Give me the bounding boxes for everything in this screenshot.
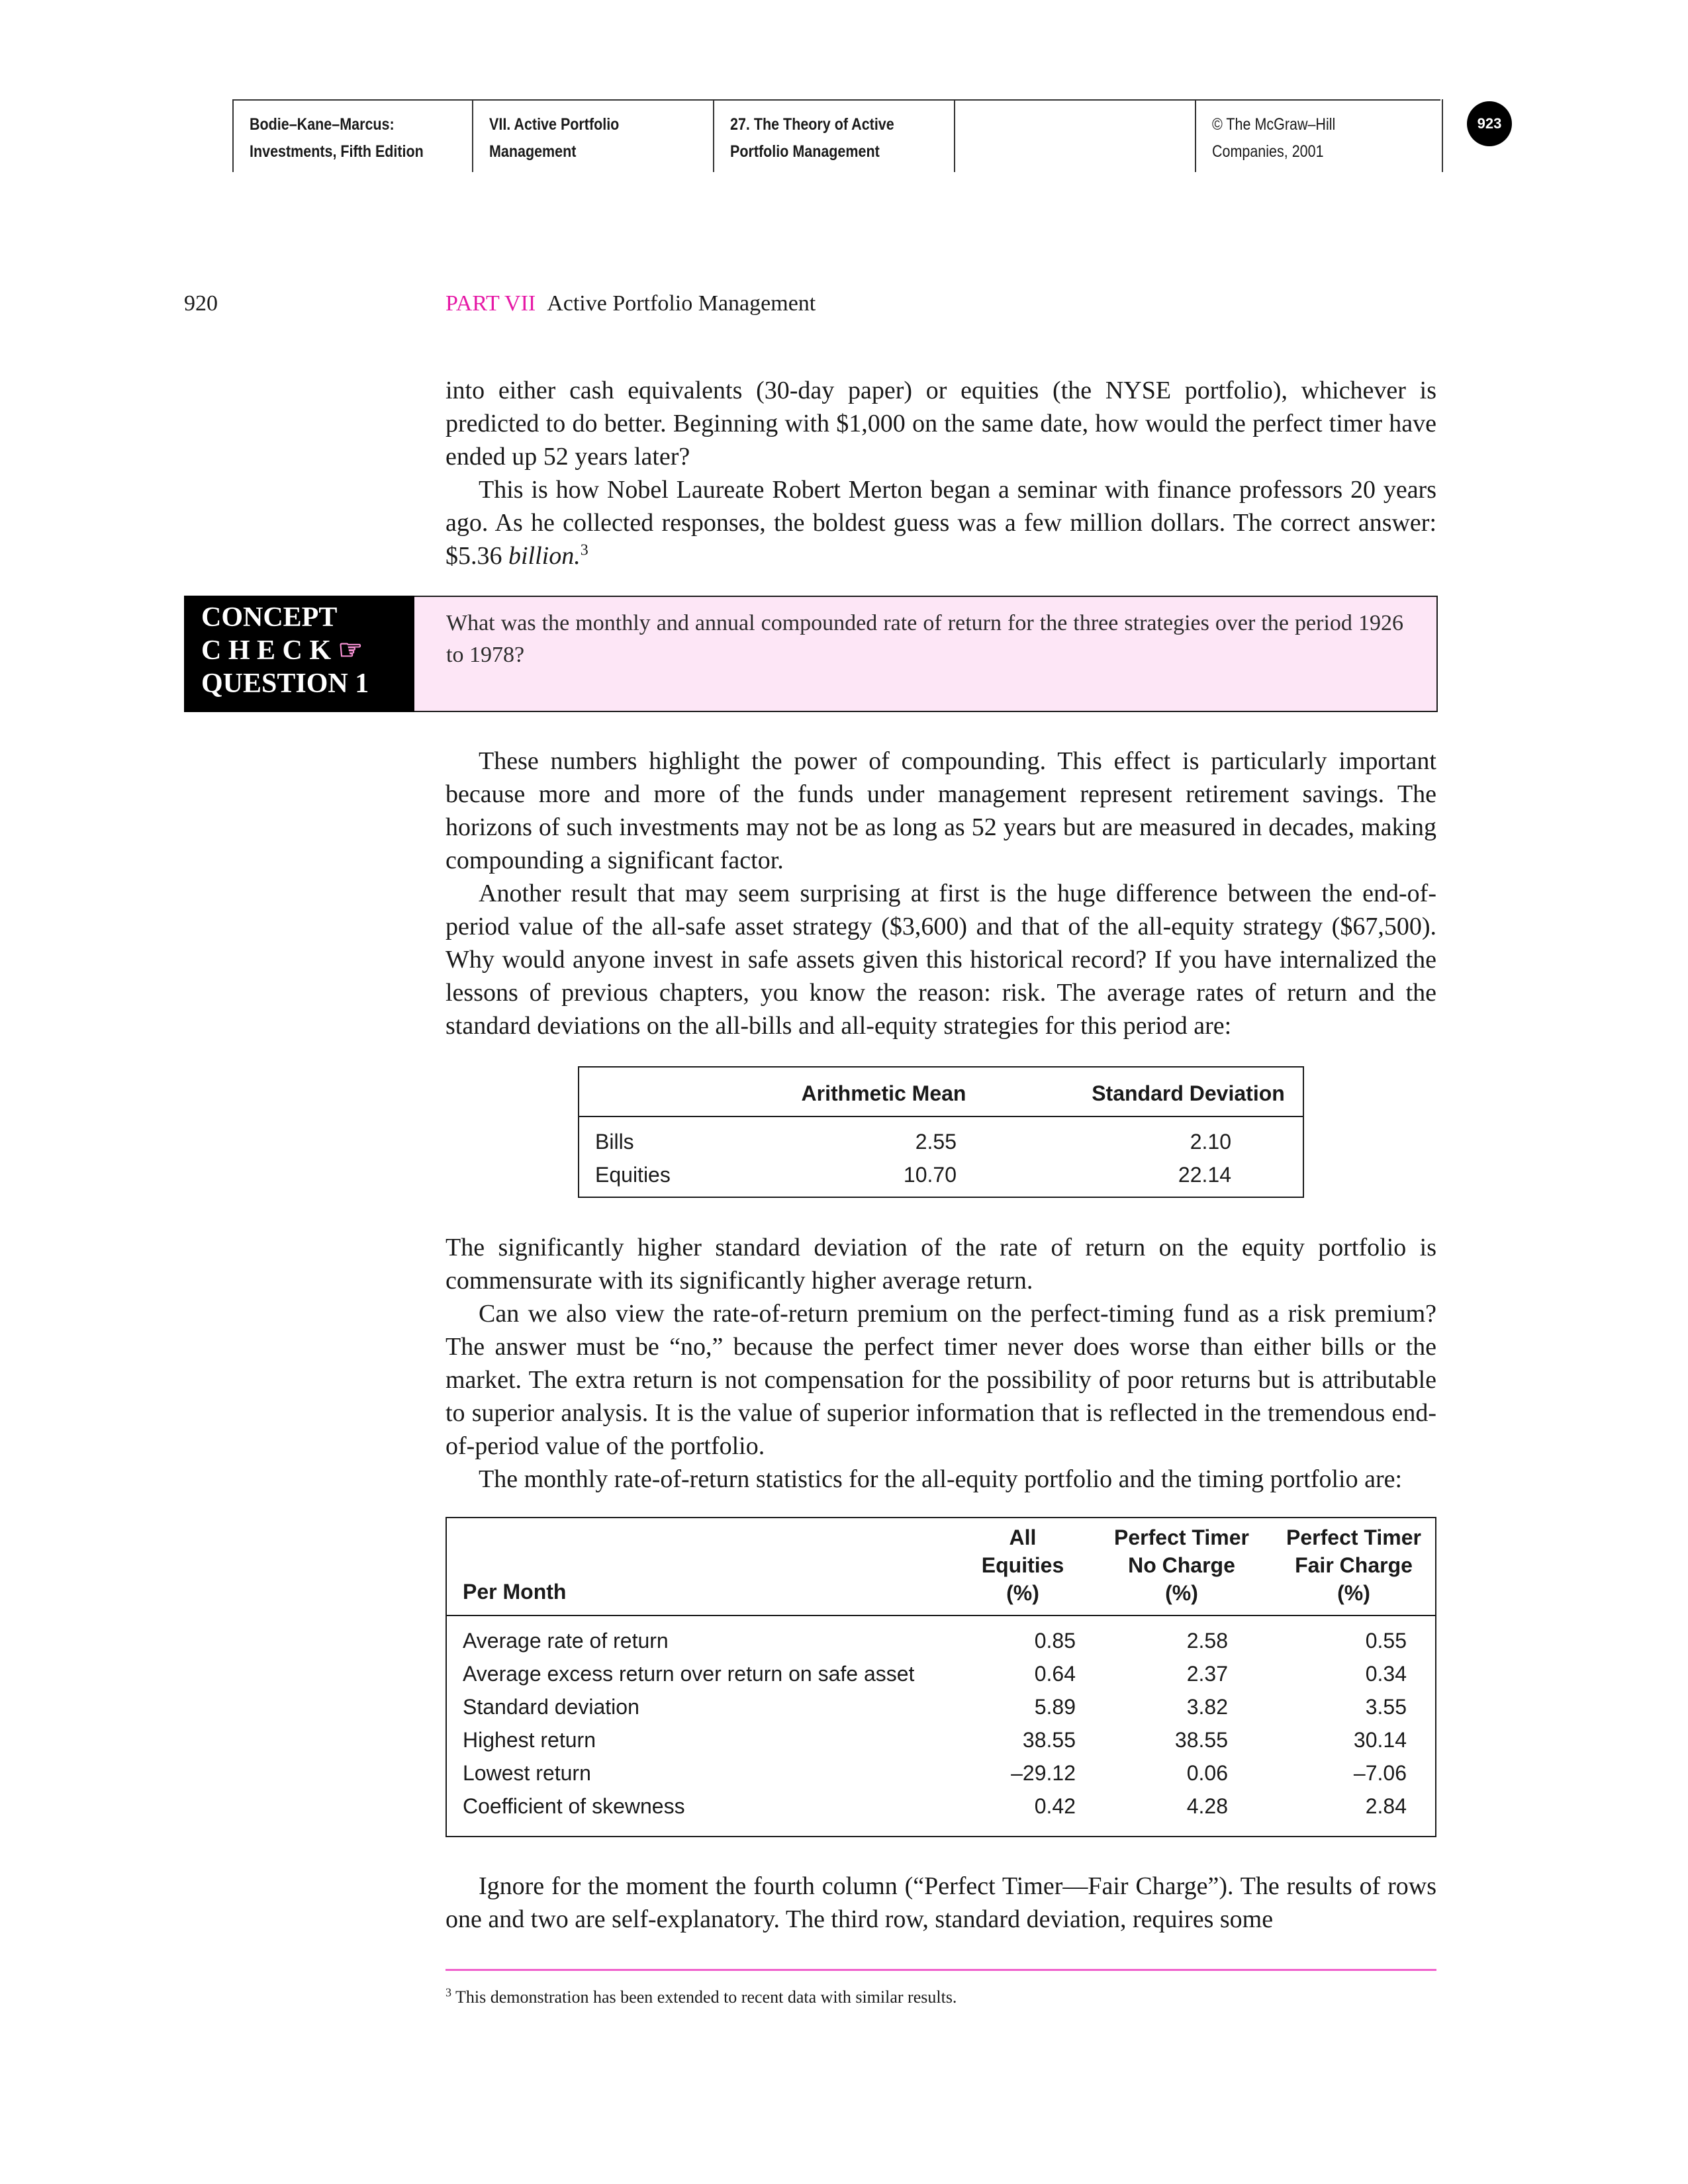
- table2-cell-v2: 4.28: [1186, 1794, 1228, 1818]
- header-cell-part: [472, 99, 714, 172]
- running-head-title: Active Portfolio Management: [547, 291, 816, 316]
- running-head-part: PART VII: [445, 291, 536, 316]
- table-row: [447, 1624, 1435, 1657]
- table2-cell-v3: 3.55: [1365, 1695, 1407, 1719]
- table1-header-sd: Standard Deviation: [1092, 1081, 1285, 1105]
- table2-cell-v2: 0.06: [1186, 1761, 1228, 1785]
- table2-cell-label: Average rate of return: [463, 1629, 669, 1653]
- header-cell-copyright: [1195, 99, 1443, 172]
- table-bills-equities: [578, 1066, 1304, 1198]
- page-number: 920: [184, 291, 218, 316]
- table2-header-per-month: Per Month: [463, 1580, 567, 1604]
- table2-header-all-equities: All Equities (%): [981, 1525, 1064, 1605]
- table2-cell-v3: 2.84: [1365, 1794, 1407, 1818]
- section3-text: [445, 1231, 1436, 1496]
- concept-check-line1: CONCEPT: [201, 602, 338, 633]
- section2-paragraph-1: These numbers highlight the power of compounding. This effect is particularly important because more and more of the funds under management represent retirement savings. The horizons of such investments may not be as long as 52 years but are measured in decades, making compounding a significant factor.: [445, 747, 1436, 874]
- section3-paragraph-1: The significantly higher standard deviation of the rate of return on the equity portfolio is commensurate with its significantly higher average return.: [445, 1234, 1436, 1295]
- table1-equities-mean: 10.70: [903, 1163, 957, 1187]
- table2-cell-v1: 0.42: [1034, 1794, 1076, 1818]
- table2-cell-v1: 38.55: [1022, 1728, 1076, 1752]
- table2-cell-v1: –29.12: [1011, 1761, 1076, 1785]
- table-row: [447, 1756, 1435, 1790]
- table1-equities-label: Equities: [595, 1163, 671, 1187]
- footnote: [445, 1985, 957, 2009]
- section2-text: [445, 745, 1436, 1042]
- intro-paragraph-1: into either cash equivalents (30-day paper) or equities (the NYSE portfolio), whichever is predicted to do better. Beginning with $1,000 on the same date, how would the perfect timer have ended up 52 years later?: [445, 377, 1436, 471]
- header-book-line2: Investments, Fifth Edition: [250, 142, 424, 161]
- table2-cell-v2: 38.55: [1174, 1728, 1228, 1752]
- concept-check-line3: QUESTION 1: [201, 668, 369, 699]
- table2-cell-v3: 0.34: [1365, 1662, 1407, 1686]
- table1-equities-sd: 22.14: [1178, 1163, 1231, 1187]
- table2-cell-v1: 5.89: [1034, 1695, 1076, 1719]
- header-cell-book: [232, 99, 473, 172]
- header-book-line1: Bodie–Kane–Marcus:: [250, 115, 395, 134]
- table2-rule: [447, 1615, 1435, 1616]
- table-row: [447, 1790, 1435, 1823]
- intro-paragraph-2-text: This is how Nobel Laureate Robert Merton began a seminar with finance professors 20 years ago. As he collected responses, the boldest guess was a few million dollars. The correct answer: $5.36: [445, 476, 1436, 570]
- table2-cell-label: Average excess return over return on safe asset: [463, 1662, 915, 1686]
- table2-cell-v2: 2.37: [1186, 1662, 1228, 1686]
- footnote-mark: 3: [445, 1985, 451, 1999]
- table-row: [447, 1723, 1435, 1756]
- header-copyright-line1: © The McGraw–Hill: [1212, 115, 1336, 134]
- table-row: [579, 1158, 1303, 1191]
- table2-cell-v3: 0.55: [1365, 1629, 1407, 1653]
- pointing-hand-icon: ☞: [338, 635, 363, 666]
- header-cell-empty: [954, 99, 1196, 172]
- concept-check-box: [414, 596, 1438, 712]
- table1-header-mean: Arithmetic Mean: [801, 1081, 966, 1105]
- table2-cell-v3: –7.06: [1353, 1761, 1407, 1785]
- table1-rule: [579, 1116, 1303, 1117]
- footnote-rule: [445, 1969, 1436, 1971]
- table1-bills-sd: 2.10: [1190, 1130, 1231, 1154]
- table2-header-fair-charge: Perfect Timer Fair Charge (%): [1286, 1525, 1421, 1605]
- table2-cell-v2: 3.82: [1186, 1695, 1228, 1719]
- table2-cell-v3: 30.14: [1353, 1728, 1407, 1752]
- table2-cell-label: Highest return: [463, 1728, 596, 1752]
- footnote-ref-3: 3: [580, 541, 588, 559]
- table2-cell-label: Coefficient of skewness: [463, 1794, 685, 1818]
- section2-paragraph-2: Another result that may seem surprising at first is the huge difference between the end-of-period value of the all-safe asset strategy ($3,600) and that of the all-equity strategy ($67,500). Why would anyone invest in safe assets given this historical record? If you have internalized the lessons of previous chapters, you know the reason: risk. The average rates of return and the standard deviations on the all-bills and all-equity strategies for this period are:: [445, 880, 1436, 1040]
- header-part-line2: Management: [489, 142, 577, 161]
- table2-cell-label: Standard deviation: [463, 1695, 639, 1719]
- concept-check-label: [184, 596, 414, 712]
- section3-paragraph-2: Can we also view the rate-of-return premium on the perfect-timing fund as a risk premium? The answer must be “no,” because the perfect timer never does worse than either bills or the market. The extra return is not compensation for the possibility of poor returns but is attributable to superior analysis. It is the value of superior information that is reflected in the tremendous end-of-period value of the portfolio.: [445, 1300, 1436, 1460]
- header-chapter-line2: Portfolio Management: [730, 142, 880, 161]
- section4-text: [445, 1870, 1436, 1936]
- table2-cell-v1: 0.64: [1034, 1662, 1076, 1686]
- section3-paragraph-3: The monthly rate-of-return statistics for the all-equity portfolio and the timing portfolio are:: [479, 1465, 1403, 1493]
- table1-bills-label: Bills: [595, 1130, 634, 1154]
- table-row: [579, 1125, 1303, 1158]
- concept-check-question: What was the monthly and annual compounded rate of return for the three strategies over the period 1926 to 1978?: [446, 611, 1403, 667]
- table-monthly-statistics: [445, 1517, 1436, 1837]
- table-row: [447, 1690, 1435, 1723]
- intro-paragraph-2-italic: billion.: [508, 542, 581, 570]
- section4-paragraph-1: Ignore for the moment the fourth column (“Perfect Timer—Fair Charge”). The results of rows one and two are self-explanatory. The third row, standard deviation, requires some: [445, 1872, 1436, 1933]
- table1-bills-mean: 2.55: [915, 1130, 957, 1154]
- concept-check-line2: C H E C K ☞: [201, 635, 363, 666]
- header-copyright-line2: Companies, 2001: [1212, 142, 1324, 161]
- table1-header-row: [579, 1077, 1303, 1110]
- intro-text: [445, 374, 1436, 572]
- page-badge: 923: [1467, 101, 1512, 146]
- intro-paragraph-2: [445, 473, 1436, 572]
- header-chapter-line1: 27. The Theory of Active: [730, 115, 894, 134]
- table2-cell-label: Lowest return: [463, 1761, 591, 1785]
- table2-header-no-charge: Perfect Timer No Charge (%): [1114, 1525, 1249, 1605]
- header-part-line1: VII. Active Portfolio: [489, 115, 620, 134]
- table2-cell-v1: 0.85: [1034, 1629, 1076, 1653]
- header-cell-chapter: [713, 99, 955, 172]
- running-head: [445, 291, 816, 316]
- table2-cell-v2: 2.58: [1186, 1629, 1228, 1653]
- table-row: [447, 1657, 1435, 1690]
- footnote-text: This demonstration has been extended to recent data with similar results.: [455, 1987, 957, 2007]
